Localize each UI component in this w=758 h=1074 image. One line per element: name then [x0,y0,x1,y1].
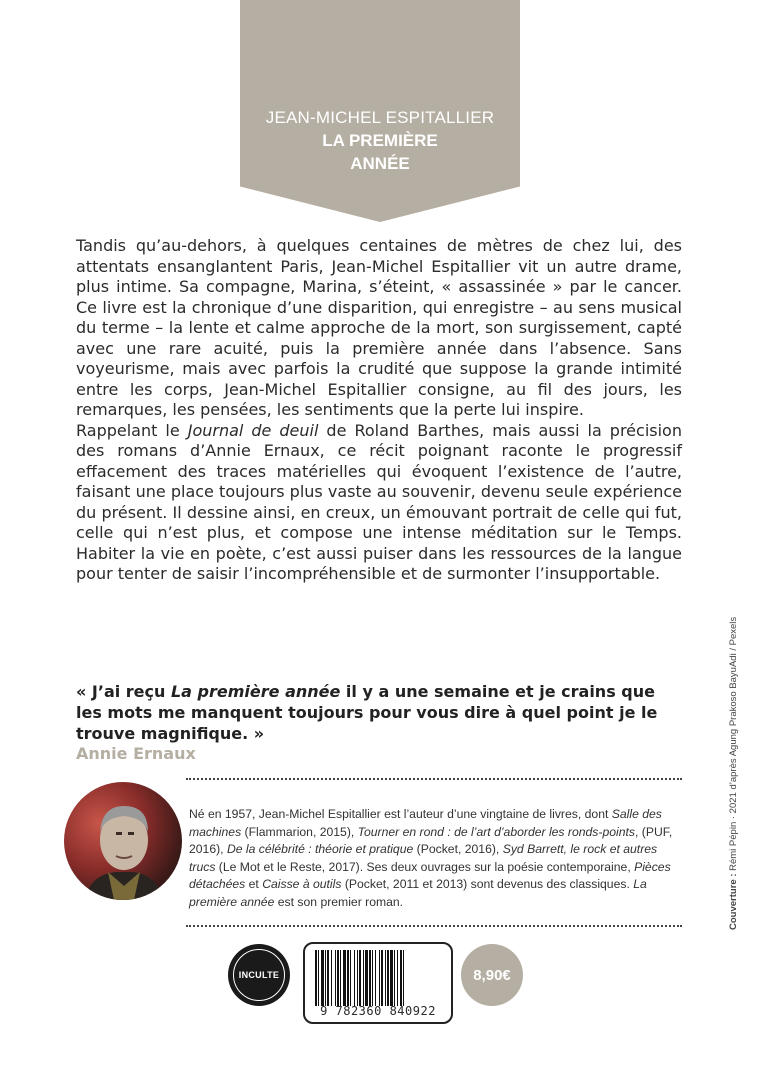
bio-italic-5: Pièces détachées [189,859,671,892]
synopsis-p2-italic: Journal de deuil [187,420,319,440]
dotted-divider-top [186,778,682,780]
isbn-barcode [303,942,453,1024]
synopsis-p2-after: de Roland Barthes, mais aussi la précision des romans d’Annie Ernaux, ce récit poignant raconte le progressif effacement des traces matérielles qui évoquent l’existence de l’autre, faisant une place toujours plus vaste au souvenir, devenu seule expérience du présent. Il dessine ainsi, en creux, un émouvant portrait de celle qui fut, celle qui n’est plus, et compose une intense méditation sur le Temps. Habiter la vie en poète, c’est aussi puiser dans les ressources de la langue pour tenter de saisir l’incompréhensible et de surmonter l’insupportable. [76,420,682,583]
bio-italic-7: La première année [189,877,647,909]
banner-text [240,106,520,175]
author-portrait-icon [64,782,182,900]
review-quote [76,681,682,744]
cover-credit-text [728,617,739,930]
bio-text-3: , (PUF, 2016), [189,824,673,857]
cover-credit-body: Rémi Pépin · 2021 d’après Agung Prakoso BayuAdi / Pexels [728,616,739,874]
synopsis-paragraph-2 [76,421,682,585]
book-title-line-2: ANNÉE [350,154,410,173]
bio-text-7: (Pocket, 2011 et 2013) sont devenus des classiques. [341,877,634,892]
publisher-logo: INCULTE [228,944,290,1006]
bio-text-2: (Flammarion, 2015), [241,824,358,839]
author-bio [189,806,683,912]
bio-text-6: et [245,877,263,892]
bio-italic-1: Salle des machines [189,807,662,839]
bio-text-8: est son premier roman. [274,894,404,909]
bio-text-5: (Le Mot et le Reste, 2017). Ses deux ouvrages sur la poésie contemporaine, [215,859,635,874]
isbn-number: 9 782360 840922 [320,1004,436,1018]
quote-italic: La première année [170,682,341,701]
bio-italic-6: Caisse à outils [262,877,342,892]
book-title-line-1: LA PREMIÈRE [322,131,438,150]
synopsis [76,236,682,585]
quote-before: « J’ai reçu [76,682,171,701]
bio-text-1: Né en 1957, Jean-Michel Espitallier est l’auteur d’une vingtaine de livres, dont [189,807,612,821]
bio-text-4: (Pocket, 2016), [413,842,503,857]
synopsis-paragraph-1 [76,236,682,421]
quote-author: Annie Ernaux [76,744,196,763]
synopsis-paragraph-1-text: Tandis qu’au-dehors, à quelques centaines de mètres de chez lui, des attentats ensanglantent Paris, Jean-Michel Espitallier vit un autre drame, plus intime. Sa compagne, Marina, s’éteint, « assassinée » par le cancer. Ce livre est la chronique d’une disparition, qui enregistre – au sens musical du terme – la lente et calme approche de la mort, son surgissement, capté avec une rare acuité, puis la première année dans l’absence. Sans voyeurisme, mais avec parfois la crudité que suppose la grande intimité entre les corps, Jean-Michel Espitallier consigne, au fil des jours, les remarques, les pensées, les sentiments que la perte lui inspire. [76,236,682,419]
author-photo [64,782,182,900]
dotted-divider-bottom [186,925,682,927]
author-name: JEAN-MICHEL ESPITALLIER [265,108,495,127]
cover-credit [728,600,750,930]
price-badge: 8,90€ [461,944,523,1006]
synopsis-p2-before: Rappelant le [76,420,188,440]
quote-after: il y a une semaine et je crains que les mots me manquent toujours pour vous dire à quel point je le trouve magnifique. » [76,682,658,743]
bio-italic-4: Syd Barrett, le rock et autres trucs [189,842,658,874]
cover-credit-label: Couverture : [728,873,739,930]
bio-italic-2: Tourner en rond : de l’art d’aborder les ronds-points [357,824,635,839]
barcode-icon [315,950,441,1006]
bio-italic-3: De la célébrité : théorie et pratique [226,842,414,857]
